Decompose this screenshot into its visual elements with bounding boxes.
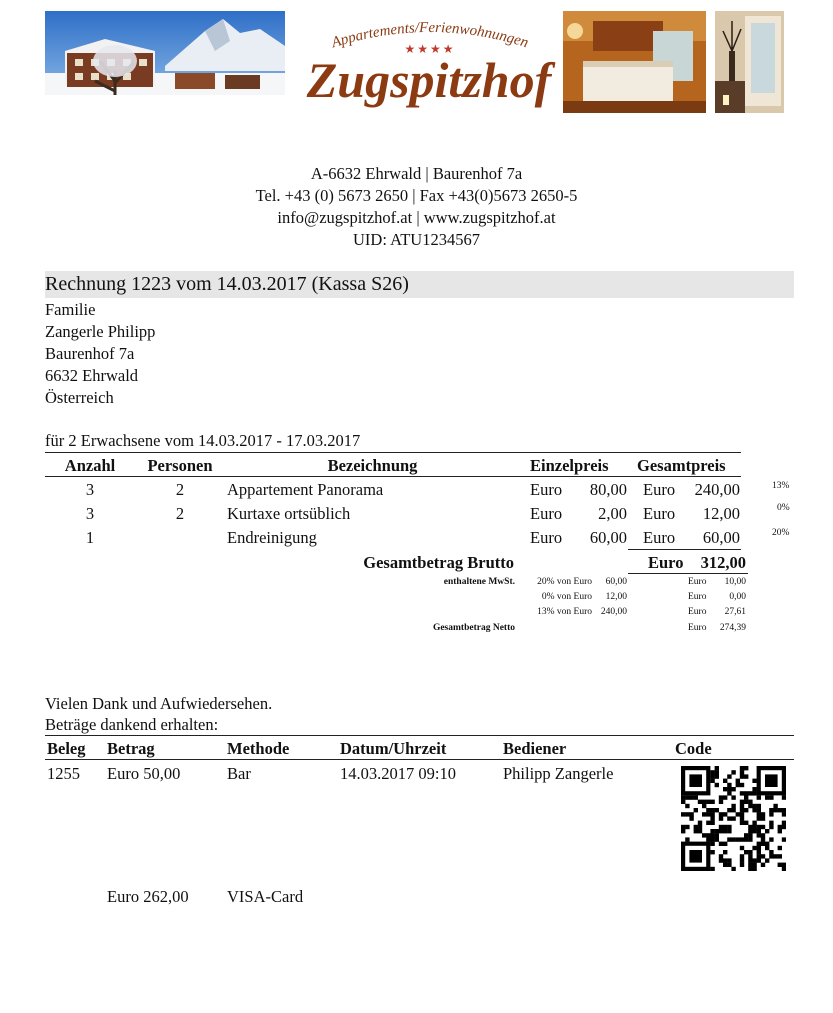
address-line: Baurenhof 7a: [45, 344, 135, 363]
contact-line-3[interactable]: info@zugspitzhof.at | www.zugspitzhof.at: [277, 208, 556, 227]
item-anzahl: 3: [85, 480, 95, 499]
mwst-label: enthaltene MwSt.: [443, 577, 515, 587]
address-line: Österreich: [45, 388, 114, 407]
contact-line-1: A-6632 Ehrwald | Baurenhof 7a: [310, 164, 523, 183]
received-text: Beträge dankend erhalten:: [45, 715, 219, 734]
brutto-currency: Euro: [648, 553, 684, 572]
divider: [45, 735, 794, 736]
brutto-label: Gesamtbetrag Brutto: [363, 553, 514, 572]
item-bezeichnung: Appartement Panorama: [227, 480, 384, 499]
mwst-rate: 0% von Euro: [541, 592, 592, 602]
col-header-anzahl: Anzahl: [64, 456, 116, 475]
col-header-bediener: Bediener: [503, 739, 567, 758]
col-header-datum: Datum/Uhrzeit: [340, 739, 447, 758]
col-header-personen: Personen: [147, 456, 213, 475]
item-gesamt-currency: Euro: [643, 480, 676, 499]
col-header-beleg: Beleg: [47, 739, 86, 758]
invoice-title: Rechnung 1223 vom 14.03.2017 (Kassa S26): [45, 273, 409, 295]
item-personen: 2: [175, 504, 185, 523]
payment-methode: Bar: [227, 764, 251, 783]
address-line: 6632 Ehrwald: [45, 366, 139, 385]
invoice-title-bar: [45, 271, 794, 298]
reception-photo: [563, 11, 706, 113]
mwst-value: 0,00: [729, 592, 746, 602]
payment-betrag: Euro 50,00: [107, 764, 181, 783]
mwst-currency: Euro: [688, 592, 707, 602]
item-bezeichnung: Kurtaxe ortsüblich: [227, 504, 351, 523]
item-tax-rate: 13%: [772, 481, 790, 491]
divider: [628, 573, 748, 574]
item-gesamt-currency: Euro: [643, 504, 676, 523]
address-line: Familie: [45, 300, 96, 319]
mwst-base: 240,00: [600, 607, 627, 617]
col-header-bezeichnung: Bezeichnung: [327, 456, 418, 475]
item-einzelpreis: 2,00: [598, 504, 627, 523]
stay-description: für 2 Erwachsene vom 14.03.2017 - 17.03.2017: [45, 431, 361, 450]
contact-line-2: Tel. +43 (0) 5673 2650 | Fax +43(0)5673 2650-5: [255, 186, 578, 205]
qr-code: [681, 766, 786, 871]
item-einzelpreis: 80,00: [589, 480, 627, 499]
hotel-winter-photo: [45, 11, 285, 113]
divider: [628, 549, 741, 550]
col-header-einzelpreis: Einzelpreis: [530, 456, 609, 475]
netto-value: 274,39: [719, 623, 746, 633]
netto-label: Gesamtbetrag Netto: [432, 623, 515, 633]
item-tax-rate: 0%: [777, 503, 790, 513]
logo-name: Zugspitzhof: [306, 52, 552, 108]
item-einzel-currency: Euro: [530, 480, 563, 499]
mwst-currency: Euro: [688, 577, 707, 587]
logo-stars: ★★★★: [404, 42, 456, 56]
item-anzahl: 1: [85, 528, 95, 547]
payment-betrag: Euro 262,00: [107, 887, 189, 906]
netto-currency: Euro: [688, 623, 707, 633]
item-gesamtpreis: 60,00: [702, 528, 740, 547]
divider: [45, 452, 741, 453]
payment-beleg: 1255: [47, 764, 80, 783]
mwst-currency: Euro: [688, 607, 707, 617]
mwst-rate: 20% von Euro: [537, 577, 592, 587]
payment-methode: VISA-Card: [227, 887, 304, 906]
item-einzelpreis: 60,00: [589, 528, 627, 547]
item-gesamt-currency: Euro: [643, 528, 676, 547]
item-personen: 2: [175, 480, 185, 499]
divider: [45, 476, 741, 477]
mwst-rate: 13% von Euro: [537, 607, 592, 617]
mwst-value: 10,00: [724, 577, 746, 587]
brutto-value: 312,00: [700, 553, 746, 572]
address-line: Zangerle Philipp: [45, 322, 156, 341]
item-gesamtpreis: 12,00: [702, 504, 740, 523]
mwst-value: 27,61: [724, 607, 746, 617]
contact-line-4: UID: ATU1234567: [353, 230, 480, 249]
item-einzel-currency: Euro: [530, 504, 563, 523]
mwst-base: 12,00: [605, 592, 627, 602]
payment-bediener: Philipp Zangerle: [503, 764, 614, 783]
item-gesamtpreis: 240,00: [694, 480, 740, 499]
mwst-base: 60,00: [605, 577, 627, 587]
col-header-code: Code: [675, 739, 712, 758]
col-header-betrag: Betrag: [107, 739, 155, 758]
item-anzahl: 3: [85, 504, 95, 523]
item-tax-rate: 20%: [772, 528, 790, 538]
spa-photo: [715, 11, 784, 113]
divider: [45, 759, 794, 760]
thanks-text: Vielen Dank und Aufwiedersehen.: [45, 694, 273, 713]
payment-datum: 14.03.2017 09:10: [340, 764, 456, 783]
item-einzel-currency: Euro: [530, 528, 563, 547]
svg-text:Appartements/Ferienwohnungen: Appartements/Ferienwohnungen: [329, 19, 531, 52]
col-header-gesamtpreis: Gesamtpreis: [637, 456, 726, 475]
col-header-methode: Methode: [227, 739, 290, 758]
item-bezeichnung: Endreinigung: [227, 528, 317, 547]
